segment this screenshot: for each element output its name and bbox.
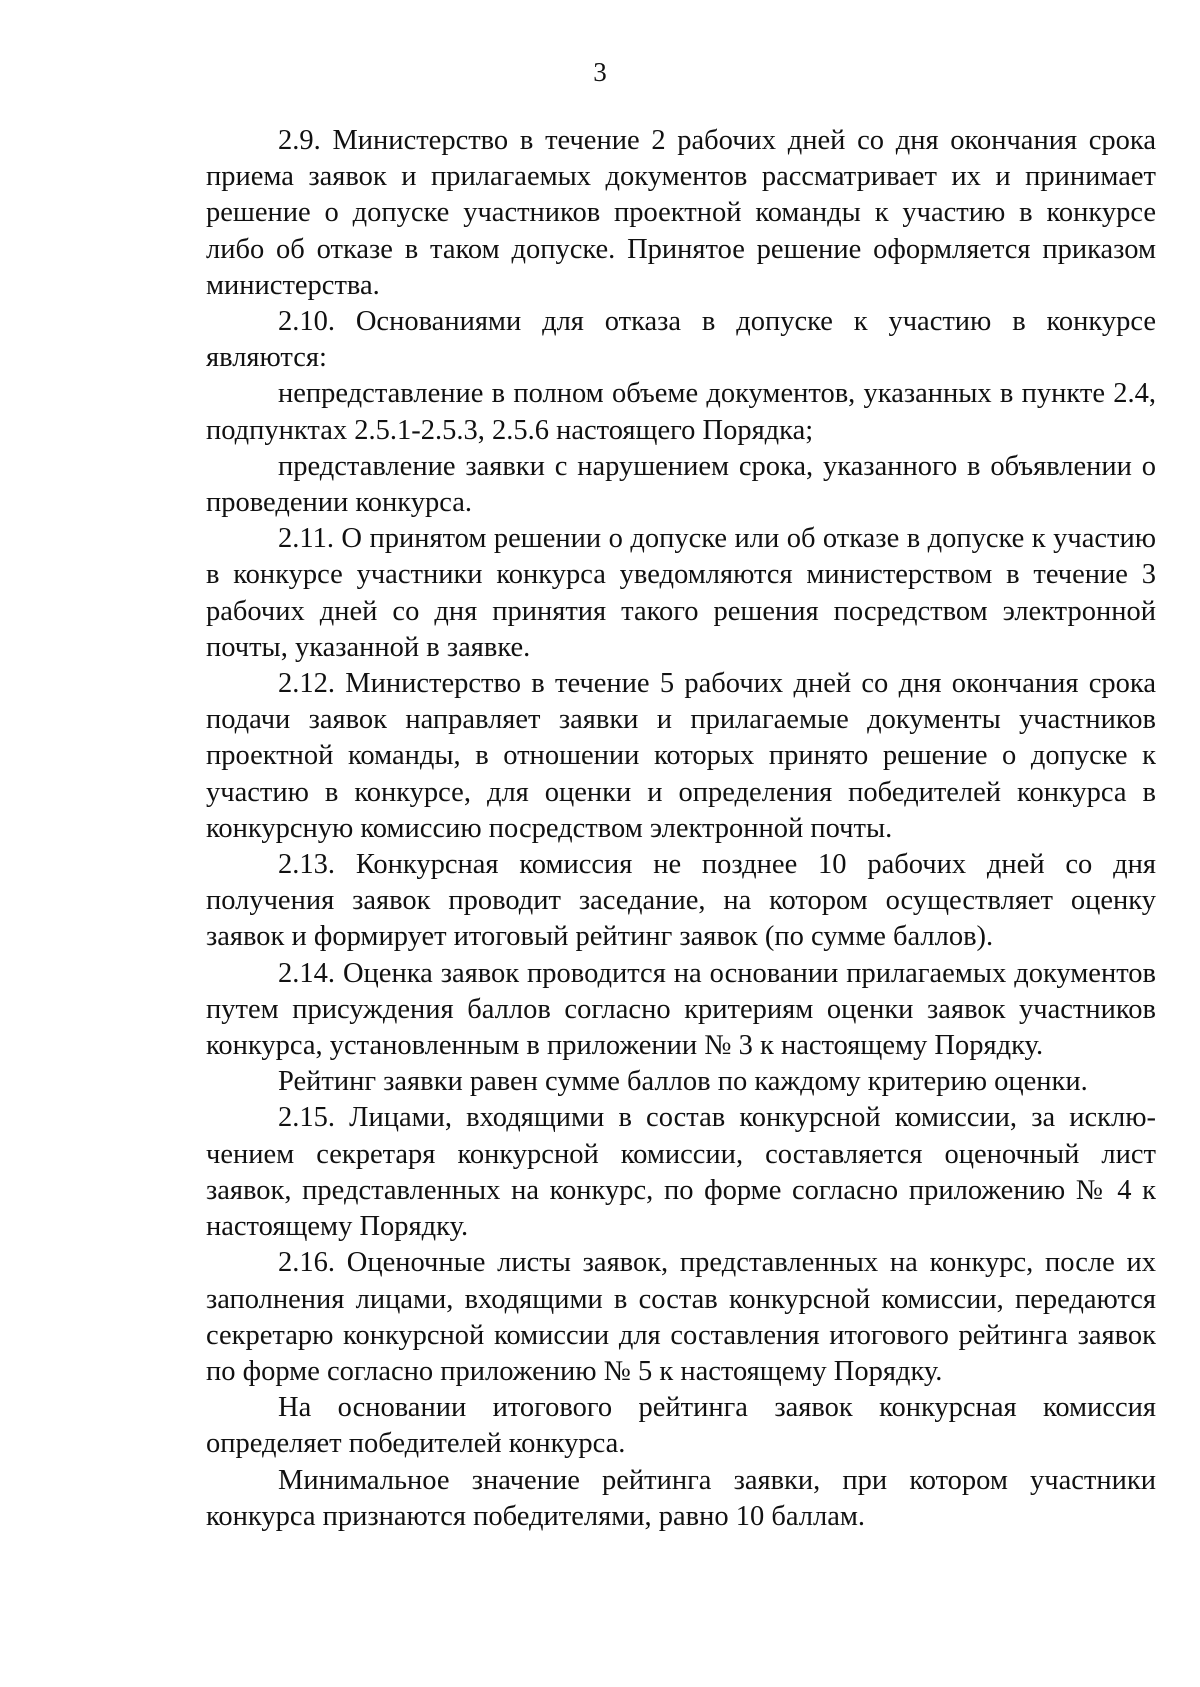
paragraph-2-14: 2.14. Оценка заявок проводится на основании прилагаемых документов путем присуждения баллов согласно критериям оценки заявок участников конкурса, установленным в приложении № 3 к настоящему Порядку. xyxy=(206,957,1156,1062)
paragraph-minimum-rating: Минимальное значение рейтинга заявки, при котором участники конкурса признаются победителями, равно 10 баллам. xyxy=(206,1464,1156,1532)
paragraph-2-16: 2.16. Оценочные листы заявок, представленных на конкурс, после их заполнения лицами, входящими в состав конкурсной комиссии, передаются секретарю конкурсной комиссии для составления итогового рейтинга заявок по форме согласно приложению № 5 к настоящему Порядку. xyxy=(206,1247,1156,1387)
paragraph-winners-determination: На основании итогового рейтинга заявок конкурсная комиссия определяет победителей конкурса. xyxy=(206,1392,1156,1460)
paragraph-2-10-item-2: представление заявки с нарушением срока, указанного в объявлении о проведении конкурса. xyxy=(206,450,1156,519)
paragraph-rating-definition: Рейтинг заявки равен сумме баллов по каждому критерию оценки. xyxy=(278,1066,1088,1098)
paragraph-2-11: 2.11. О принятом решении о допуске или об отказе в допуске к участию в конкурсе участники конкурса уведомляются министерством в течение 3 рабочих дней со дня принятия такого решения посредством электронной почты, указанной в заявке. xyxy=(206,523,1156,663)
paragraph-2-10-item-1: непредставление в полном объеме документов, указанных в пункте 2.4, подпунктах 2.5.1-2.5.3, 2.5.6 настоящего Порядка; xyxy=(206,378,1156,446)
paragraph-2-13: 2.13. Конкурсная комиссия не позднее 10 рабочих дней со дня получения заявок проводит заседание, на котором осуществляет оценку заявок и формирует итоговый рейтинг заявок (по сумме баллов). xyxy=(206,849,1156,953)
document-body xyxy=(206,123,1156,1535)
paragraph-2-10: 2.10. Основаниями для отказа в допуске к участию в конкурсе являются: xyxy=(206,306,1156,374)
paragraph-2-12: 2.12. Министерство в течение 5 рабочих дней со дня окончания срока подачи заявок направляет заявки и прилагаемые документы участников проектной команды, в отношении которых принято решение о допуске к участию в конкурсе, для оценки и определения победителей конкурса в конкурсную комиссию посредством электронной почты. xyxy=(206,668,1156,844)
paragraph-2-9: 2.9. Министерство в течение 2 рабочих дней со дня окончания срока приема заявок и прилагаемых документов рассматривает их и принимает решение о допуске участников проектной команды к участию в конкурсе либо об отказе в таком допуске. Принятое решение оформляется приказом министерства. xyxy=(206,125,1156,301)
paragraph-2-15: 2.15. Лицами, входящими в состав конкурсной комиссии, за исключением секретаря конкурсной комиссии, составляется оценочный лист заявок, представленных на конкурс, по форме согласно приложению № 4 к настоящему Порядку. xyxy=(206,1102,1156,1243)
page-number: 3 xyxy=(593,57,607,87)
